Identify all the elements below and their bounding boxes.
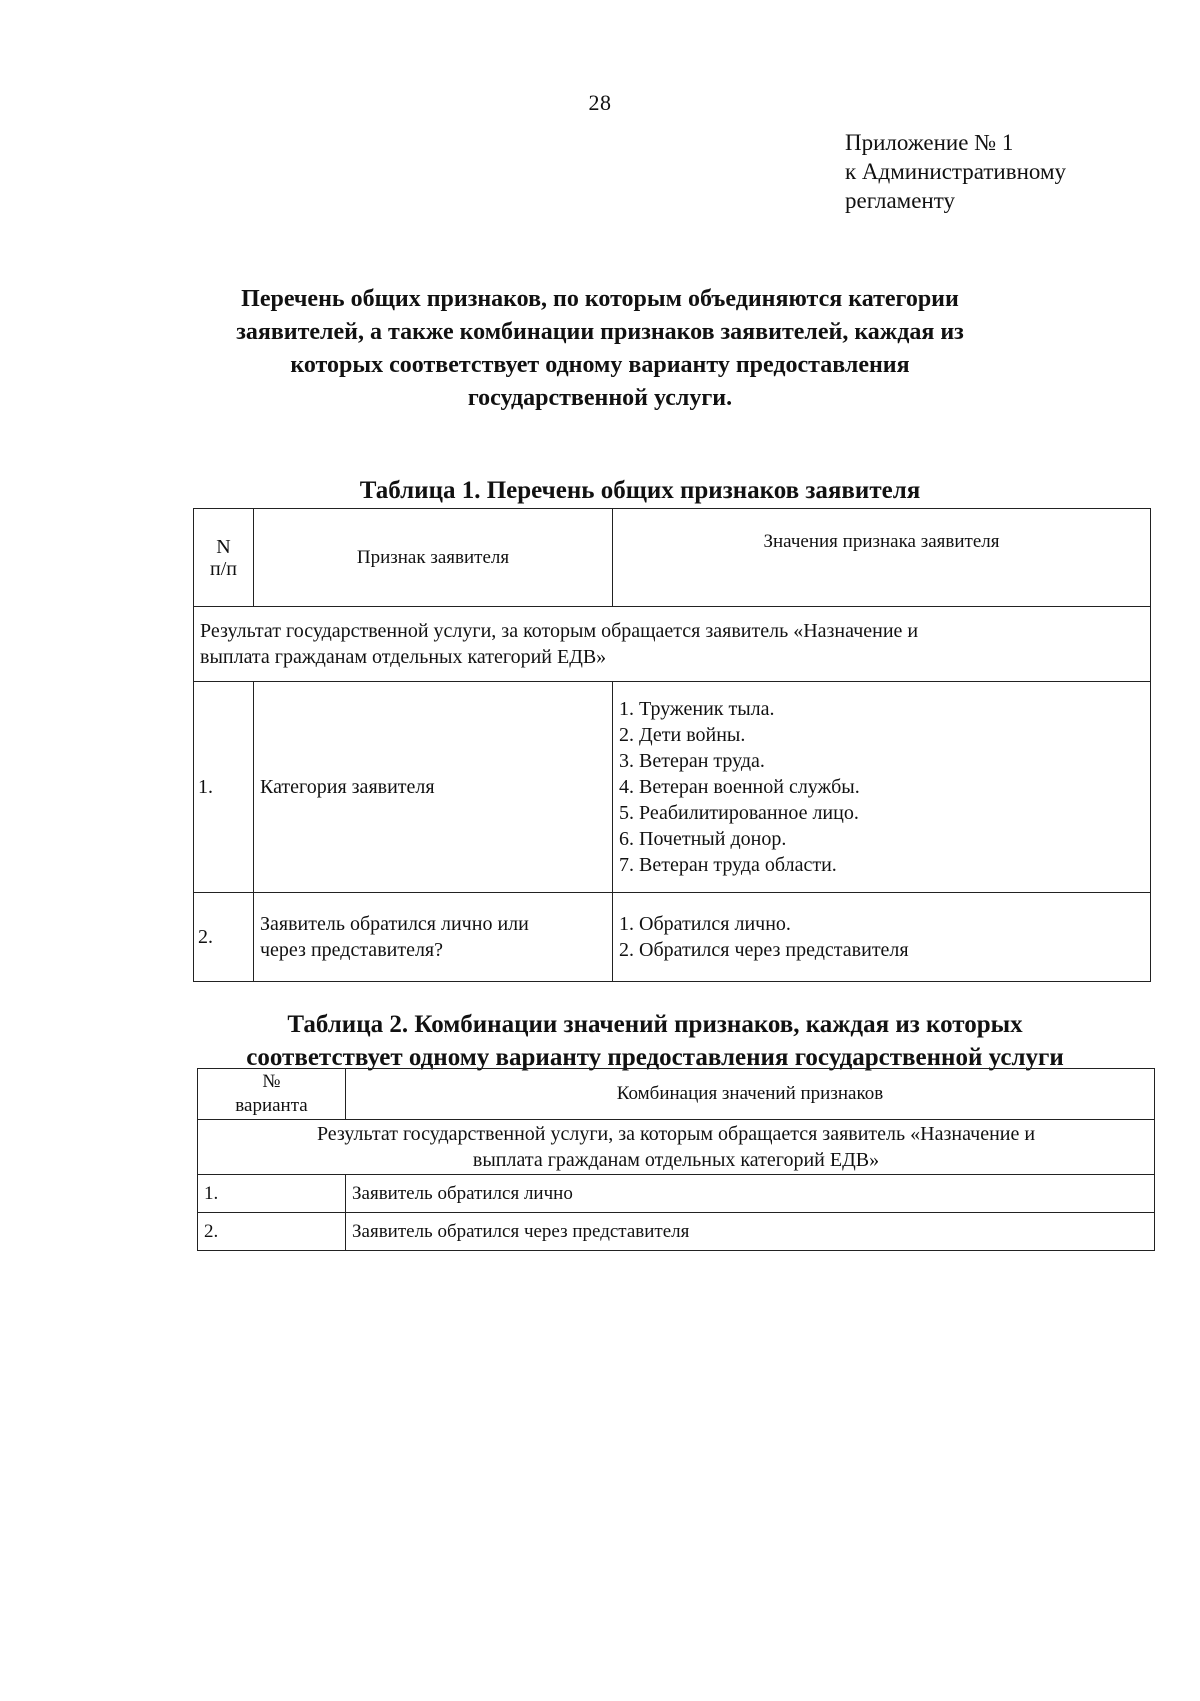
table1-attributes [193,508,1151,982]
value-item: 3. Ветеран труда. [619,750,765,772]
row-num: 1. [194,682,254,893]
result-cell: Результат государственной услуги, за которым обращается заявитель «Назначение и выплата гражданам отдельных категорий ЕДВ» [198,1120,1155,1175]
table-row [194,893,1151,982]
value-item: 7. Ветеран труда области. [619,854,837,876]
row-attribute: Заявитель обратился лично или через представителя? [254,893,613,982]
table2-combinations [197,1068,1155,1251]
page-number: 28 [588,90,612,115]
value-item: 1. Обратился лично. [619,913,791,935]
value-item: 2. Обратился через представителя [619,939,909,961]
table1-result-row [194,607,1151,682]
title-line: которых соответствует одному варианту предоставления [290,352,910,378]
document-title [200,283,1000,415]
table2-header-row [198,1069,1155,1120]
header-variant-num: № варианта [198,1069,346,1120]
value-item: 1. Труженик тыла. [619,698,775,720]
header-attribute: Признак заявителя [254,509,613,607]
value-item: 6. Почетный донор. [619,828,787,850]
table1-header-row [194,509,1151,607]
title-line: Перечень общих признаков, по которым объединяются категории [241,286,959,312]
title-line: заявителей, а также комбинации признаков заявителей, каждая из [236,319,964,345]
annex-note [845,128,1066,215]
result-cell: Результат государственной услуги, за которым обращается заявитель «Назначение и выплата гражданам отдельных категорий ЕДВ» [194,607,1151,682]
title-line: государственной услуги. [467,385,733,411]
row-num: 1. [198,1175,346,1213]
header-combination: Комбинация значений признаков [346,1069,1155,1120]
header-values: Значения признака заявителя [613,509,1151,607]
annex-line: Приложение № 1 [845,130,1014,155]
value-item: 2. Дети войны. [619,724,746,746]
row-values [613,682,1151,893]
annex-line: регламенту [845,188,955,213]
row-values [613,893,1151,982]
value-item: 5. Реабилитированное лицо. [619,802,859,824]
row-combination: Заявитель обратился лично [346,1175,1155,1213]
table2-caption: Таблица 2. Комбинации значений признаков, каждая из которых соответствует одному варианту предоставления государственной услуги [246,1011,1064,1071]
table1-caption: Таблица 1. Перечень общих признаков заявителя [359,477,921,504]
value-item: 4. Ветеран военной службы. [619,776,860,798]
table-row [198,1175,1155,1213]
row-num: 2. [198,1213,346,1251]
header-num: N п/п [194,509,254,607]
table2-result-row [198,1120,1155,1175]
table-row [194,682,1151,893]
table-row [198,1213,1155,1251]
row-combination: Заявитель обратился через представителя [346,1213,1155,1251]
row-attribute: Категория заявителя [254,682,613,893]
row-num: 2. [194,893,254,982]
annex-line: к Административному [845,159,1067,184]
